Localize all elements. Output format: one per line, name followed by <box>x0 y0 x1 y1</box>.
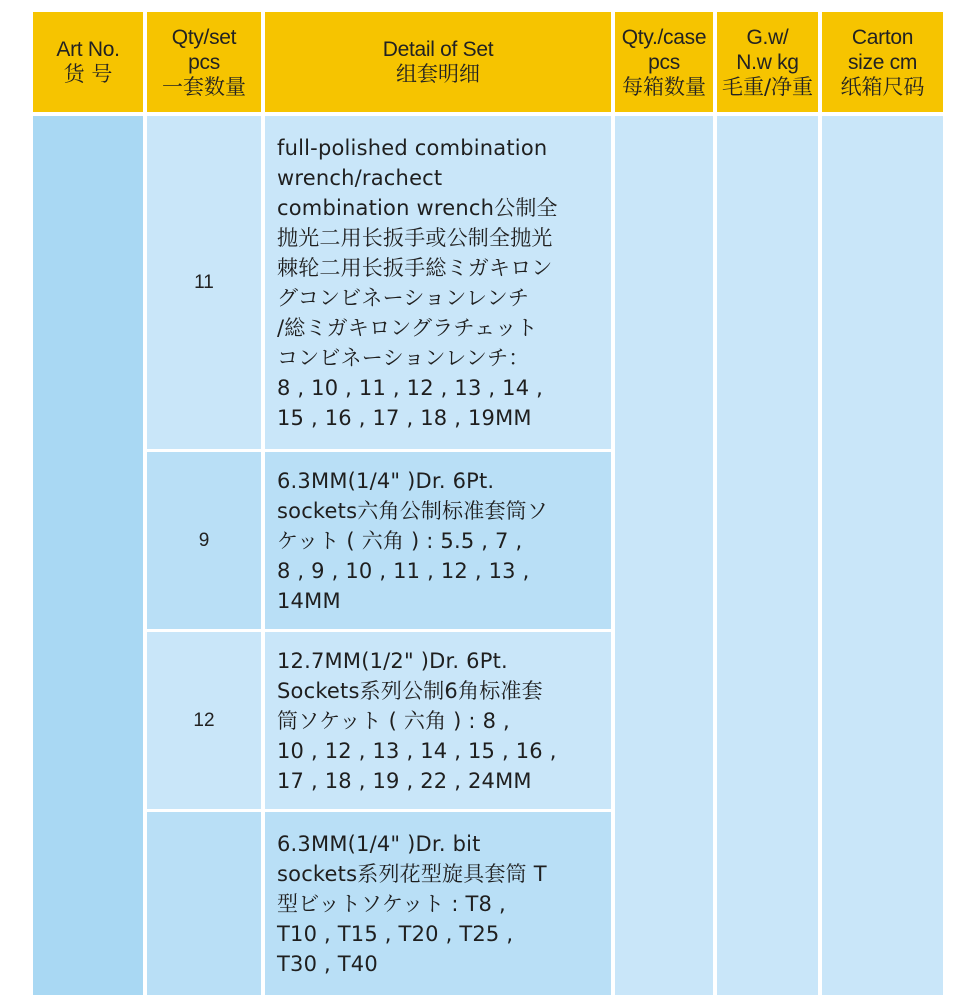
row-detail-text: 12.7MM(1/2" )Dr. 6Pt. Sockets系列公制6角标准套 筒ソケット ( 六角 ) : 8 , 10 , 12 , 13 , 14 , 15 , 16 , 17 , 18 , 19 , 22 , 24MM <box>277 648 557 793</box>
header-qty-case-en2: pcs <box>648 50 680 74</box>
art-no-cell <box>33 116 143 995</box>
header-art-no-en: Art No. <box>56 38 120 61</box>
header-art-no <box>33 12 143 112</box>
header-qty-set-en2: pcs <box>188 50 220 74</box>
row-detail <box>265 812 611 995</box>
header-qty-case <box>615 12 713 112</box>
header-detail-zh: 组套明细 <box>396 62 480 86</box>
header-carton <box>822 12 943 112</box>
header-carton-zh: 纸箱尺码 <box>840 74 925 99</box>
header-weight-en2: N.w kg <box>736 50 799 74</box>
header-detail-en: Detail of Set <box>382 38 494 61</box>
header-carton-en2: size cm <box>847 50 918 74</box>
row-detail <box>265 452 611 629</box>
row-qty-value: 11 <box>194 271 214 293</box>
row-detail <box>265 632 611 809</box>
header-detail <box>265 12 611 112</box>
header-carton-en1: Carton <box>851 25 914 49</box>
row-qty <box>147 632 261 809</box>
row-detail <box>265 116 611 449</box>
row-qty <box>147 812 261 995</box>
header-qty-set-en1: Qty/set <box>171 25 237 49</box>
header-qty-case-zh: 每箱数量 <box>622 74 706 99</box>
header-qty-case-en1: Qty./case <box>621 25 707 49</box>
header-art-no-zh: 货 号 <box>63 62 113 86</box>
product-set-table <box>33 12 943 995</box>
carton-cell <box>822 116 943 995</box>
row-qty <box>147 116 261 449</box>
header-weight-en1: G.w/ <box>746 25 789 49</box>
header-qty-set <box>147 12 261 112</box>
row-qty-value: 9 <box>198 529 210 551</box>
qty-case-cell <box>615 116 713 995</box>
row-detail-text: 6.3MM(1/4" )Dr. bit sockets系列花型旋具套筒 T 型ビットソケット : T8 , T10 , T15 , T20 , T25 , T30 , T40 <box>277 831 547 976</box>
header-weight-zh: 毛重/净重 <box>721 74 814 99</box>
row-qty <box>147 452 261 629</box>
row-detail-text: full-polished combination wrench/rachect combination wrench公制全 抛光二用长扳手或公制全抛光 棘轮二用长扳手総ミガキロン グコンビネーションレンチ /総ミガキロングラチェット コンビネーションレンチ： 8 , 10 , 11 , 12 , 13 , 14 , 15 , 16 , 17 , 18 , 19MM <box>277 135 558 430</box>
header-weight <box>717 12 818 112</box>
row-qty-value: 12 <box>193 709 215 731</box>
weight-cell <box>717 116 818 995</box>
row-detail-text: 6.3MM(1/4" )Dr. 6Pt. sockets六角公制标准套筒ソ ケット ( 六角 ) : 5.5 , 7 , 8 , 9 , 10 , 11 , 12 , 13 , 14MM <box>277 468 549 613</box>
header-qty-set-zh: 一套数量 <box>162 74 246 99</box>
